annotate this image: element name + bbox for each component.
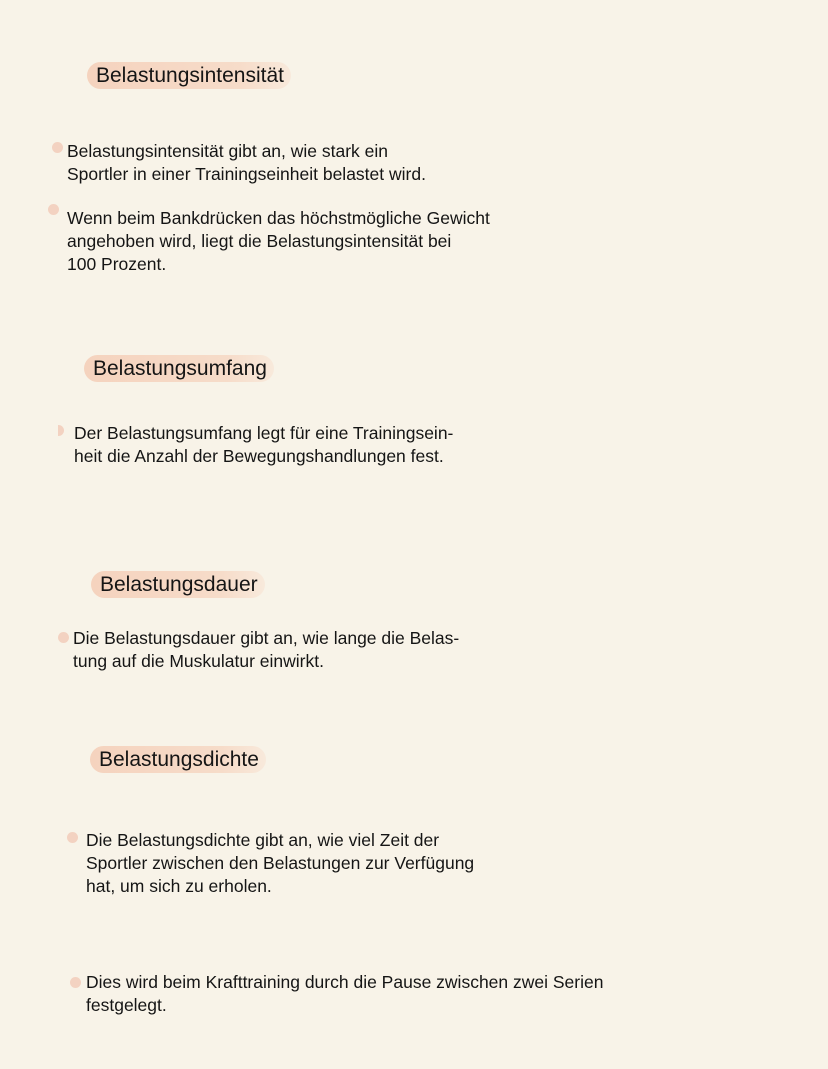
- bullet-text: Wenn beim Bankdrücken das höchstmögliche Gewicht angehoben wird, liegt die Belastungsintensität bei 100 Prozent.: [67, 208, 490, 274]
- bullet-dot: [67, 832, 78, 843]
- heading-belastungsdichte: Belastungsdichte: [90, 746, 266, 773]
- bullet-text: Der Belastungsumfang legt für eine Trainingsein- heit die Anzahl der Bewegungshandlungen fest.: [74, 423, 454, 466]
- bullet-text: Belastungsintensität gibt an, wie stark ein Sportler in einer Trainingseinheit belastet wird.: [67, 141, 426, 184]
- heading-belastungsdauer: Belastungsdauer: [91, 571, 265, 598]
- heading-belastungsumfang: Belastungsumfang: [84, 355, 274, 382]
- bullet-dot: [70, 977, 81, 988]
- bullet-dot: [58, 632, 69, 643]
- bullet-text: Die Belastungsdichte gibt an, wie viel Zeit der Sportler zwischen den Belastungen zur Verfügung hat, um sich zu erholen.: [86, 830, 475, 896]
- bullet-dot: [48, 204, 59, 215]
- bullet-dot: [58, 425, 64, 436]
- bullet-dot: [52, 142, 63, 153]
- bullet-text: Dies wird beim Krafttraining durch die Pause zwischen zwei Serien festgelegt.: [86, 972, 604, 1015]
- heading-belastungsintensitaet: Belastungsintensität: [87, 62, 291, 89]
- bullet-text: Die Belastungsdauer gibt an, wie lange die Belas- tung auf die Muskulatur einwirkt.: [73, 628, 460, 671]
